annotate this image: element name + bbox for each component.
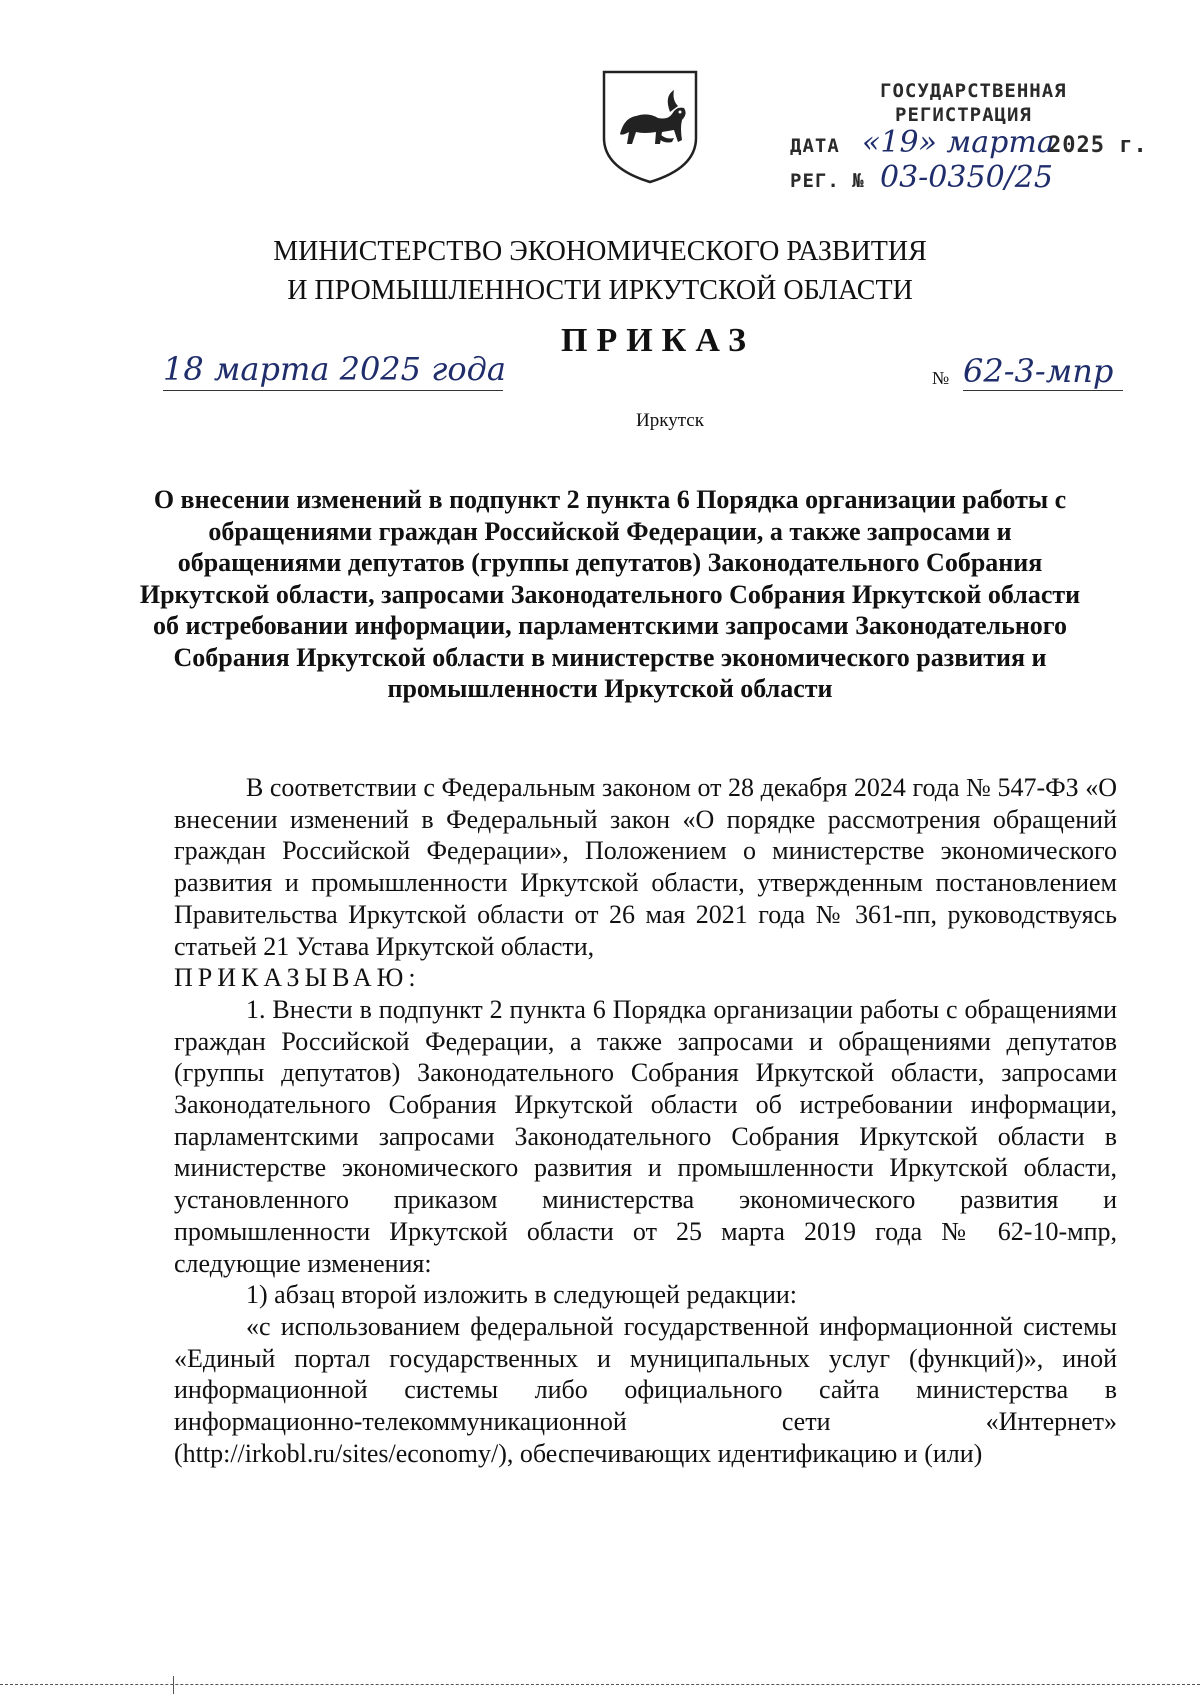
stamp-date-label: ДАТА <box>790 135 840 157</box>
order-date-handwritten: 18 марта 2025 года <box>163 350 503 391</box>
scan-edge-tick <box>173 1676 174 1694</box>
order-number-label: № <box>932 368 950 388</box>
stamp-subtitle: РЕГИСТРАЦИЯ <box>895 104 1032 126</box>
preamble-paragraph: В соответствии с Федеральным законом от 28 декабря 2024 года № 547-ФЗ «О внесении изменений в Федеральный закон «О порядке рассмотрения обращений граждан Российской Федерации», Положением о министерстве экономического развития и промышленности Иркутской области, утвержденным постановлением Правительства Иркутской области от 26 мая 2021 года № 361-пп, руководствуясь статьей 21 Устава Иркутской области, <box>174 773 1117 961</box>
ministry-name-line1: МИНИСТЕРСТВО ЭКОНОМИЧЕСКОГО РАЗВИТИЯ <box>273 236 927 267</box>
item-1-paragraph: 1. Внести в подпункт 2 пункта 6 Порядка организации работы с обращениями граждан Российской Федерации, а также запросами и обращениями депутатов (группы депутатов) Законодательного Собрания Иркутской области, запросами Законодательного Собрания Иркутской области об истребовании информации, парламентскими запросами Законодательного Собрания Иркутской области в министерстве экономического развития и промышленности Иркутской области, установленного приказом министерства экономического развития и промышленности Иркутской области от 25 марта 2019 года № 62-10-мпр, следующие изменения: <box>174 994 1117 1278</box>
coat-of-arms-emblem <box>600 68 700 186</box>
order-number-handwritten: 62-3-мпр <box>963 352 1123 391</box>
scan-edge-line <box>0 1684 1200 1685</box>
quoted-paragraph: «с использованием федеральной государственной информационной системы «Единый портал государственных и муниципальных услуг (функций)», иной информационной системы либо официального сайта министерства в информационно-телекоммуникационной сети «Интернет» (http://irkobl.ru/sites/economy/), обеспечивающих идентификацию и (или) <box>174 1311 1117 1468</box>
document-type-heading: ПРИКАЗ <box>561 322 755 359</box>
ministry-name-line2: И ПРОМЫШЛЕННОСТИ ИРКУТСКОЙ ОБЛАСТИ <box>287 275 913 306</box>
document-title: О внесении изменений в подпункт 2 пункта 6 Порядка организации работы с обращениями граждан Российской Федерации, а также запросами и обращениями депутатов (группы депутатов) Законодательного Собрания Иркутской области, запросами Законодательного Собрания Иркутской области об истребовании информации, парламентскими запросами Законодательного Собрания Иркутской области в министерстве экономического развития и промышленности Иркутской области <box>139 485 1081 703</box>
subitem-1-paragraph: 1) абзац второй изложить в следующей редакции: <box>246 1280 798 1310</box>
stamp-reg-number-handwritten: 03-0350/25 <box>880 160 1053 195</box>
city-name: Иркутск <box>636 410 704 431</box>
stamp-year: 2025 г. <box>1048 133 1148 158</box>
stamp-date-handwritten: «19» марта <box>862 125 1055 160</box>
order-word: ПРИКАЗЫВАЮ: <box>174 963 421 993</box>
stamp-reg-label: РЕГ. № <box>790 170 865 192</box>
stamp-title: ГОСУДАРСТВЕННАЯ <box>880 80 1067 102</box>
document-body <box>174 772 1117 1469</box>
